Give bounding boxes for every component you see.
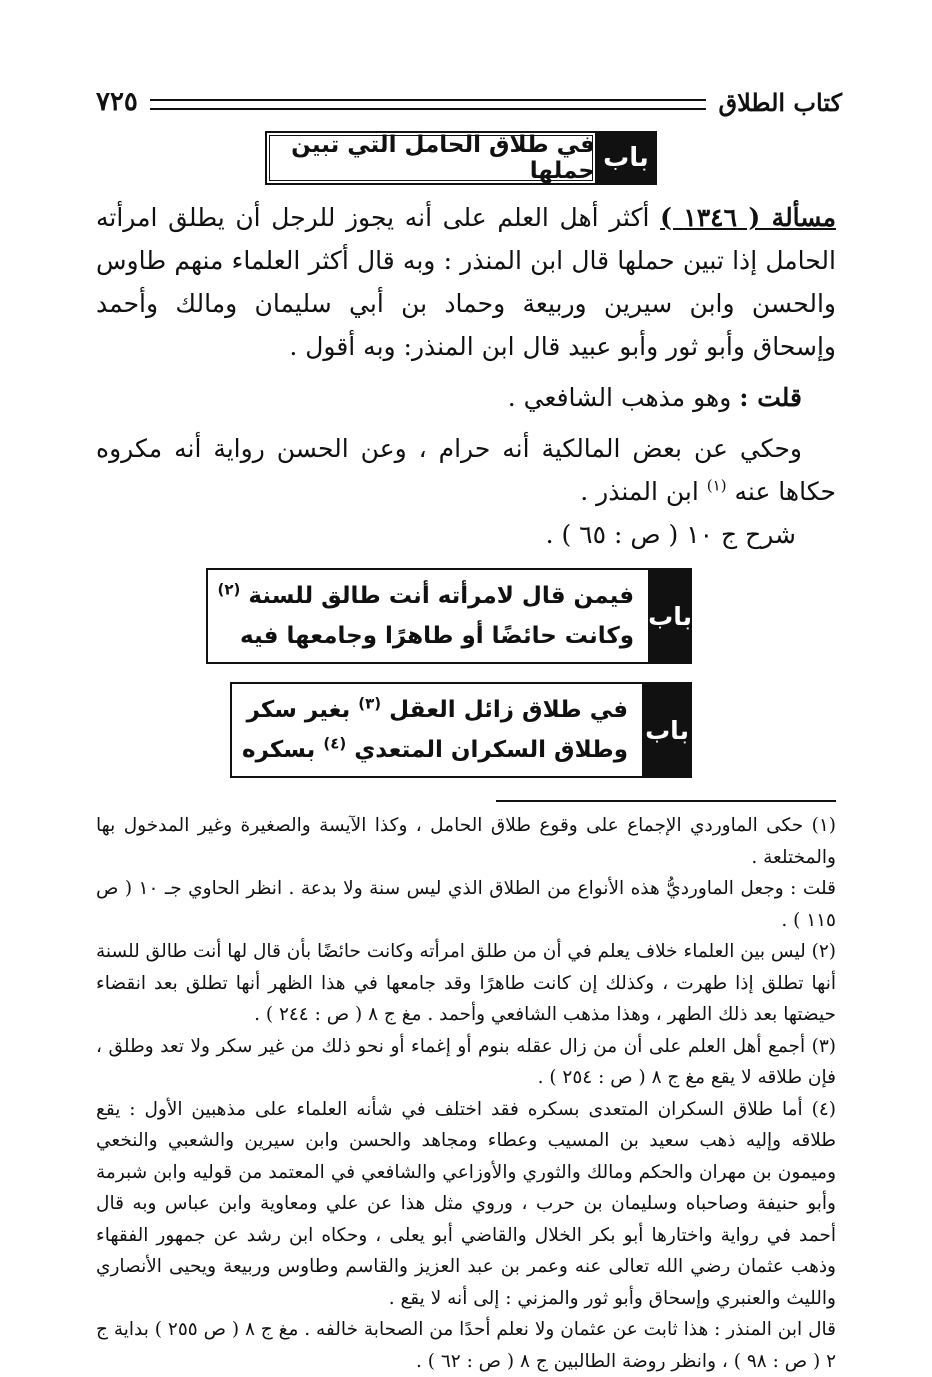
bab-label: باب	[595, 131, 657, 185]
running-header	[96, 84, 842, 120]
chapter-heading-2	[217, 568, 692, 664]
title-line-2: وكانت حائضًا أو طاهرًا وجامعها فيه	[240, 623, 635, 649]
title-line-2-a: وطلاق السكران المتعدي	[354, 737, 629, 763]
footnote: (٢) ليس بين العلماء خلاف يعلم في أن من طلق امرأته وكانت حائضًا بأن قال لها أنت طالق للسنة أنها تطلق إذا طهرت ، وكذلك إن كانت طاهرًا وقد جامعها في هذا الظهر أنها تطلق بعد انقضاء حيضتها بعد ذلك الطهر ، وهذا مذهب الشافعي وأحمد . مغ ج ٨ ( ص : ٢٤٤ ) .	[96, 941, 836, 1025]
title-line-2-b: بسكره	[242, 737, 316, 763]
masala-text: أكثر أهل العلم على أنه يجوز للرجل أن يطلق امرأته الحامل إذا تبين حملها قال ابن المنذر : وبه قال أكثر العلماء منهم طاوس والحسن وابن سيرين وربيعة وحماد بن أبي سليمان ومالك وأحمد وإسحاق وأبو ثور وأبو عبيد قال ابن المنذر: وبه أقول .	[96, 203, 836, 361]
title-line-2	[242, 730, 628, 770]
footnotes	[96, 810, 836, 1377]
footnote: (٣) أجمع أهل العلم على أن من زال عقله بنوم أو إغماء أو نحو ذلك من غير سكر ولا تعد وطلق ، فإن طلاقه لا يقع مغ ج ٨ ( ص : ٢٥٤ ) .	[96, 1035, 836, 1088]
title-line-1	[242, 690, 628, 730]
qult-paragraph	[96, 376, 836, 419]
header-rule	[150, 99, 707, 110]
title-line-1-b: بغير سكر	[246, 697, 351, 723]
title-line-1-a: في طلاق زائل العقل	[389, 697, 629, 723]
bab-label: باب	[642, 682, 692, 778]
masala-paragraph	[96, 196, 836, 368]
footnote-ref-3: (٣)	[358, 694, 382, 713]
footnote-divider	[496, 800, 836, 802]
footnote-ref-2: (٢)	[217, 580, 241, 599]
footnote: قال ابن المنذر : هذا ثابت عن عثمان ولا نعلم أحدًا من الصحابة خالفه . مغ ج ٨ ( ص ٢٥٥ ) بداية ج ٢ ( ص : ٩٨ ) ، وانظر روضة الطالبين ج ٨ ( ص : ٦٢ ) .	[96, 1319, 836, 1372]
book-title: كتاب الطلاق	[718, 87, 842, 117]
hukiya-text: وحكي عن بعض المالكية أنه حرام ، وعن الحسن رواية أنه مكروه حكاها عنه	[96, 434, 836, 506]
footnote-ref-1: (١)	[706, 476, 727, 495]
title-line-1	[218, 576, 635, 616]
main-text	[96, 196, 836, 556]
qult-text: وهو مذهب الشافعي .	[507, 383, 732, 412]
masala-label: مسألة ( ١٣٤٦ )	[660, 203, 836, 232]
chapter-heading-3	[230, 682, 692, 778]
footnote-ref-4: (٤)	[323, 734, 347, 753]
footnote: قلت : وجعل الماورديُّ هذه الأنواع من الطلاق الذي ليس سنة ولا بدعة . انظر الحاوي جـ ١٠ ( ص ١١٥ ) .	[96, 878, 836, 931]
hukiya-end: ابن المنذر .	[580, 477, 699, 506]
title-line-1-text: فيمن قال لامرأته أنت طالق للسنة	[248, 583, 635, 609]
source-reference: شرح ج ١٠ ( ص : ٦٥ ) .	[545, 520, 796, 549]
footnote: (١) حكى الماوردي الإجماع على وقوع طلاق الحامل ، وكذا الآيسة والصغيرة وغير المدخول بها والمختلعة .	[96, 815, 836, 868]
hukiya-paragraph	[96, 427, 836, 513]
chapter-title	[230, 682, 642, 778]
qult-label: قلت :	[739, 383, 802, 412]
footnote: (٤) أما طلاق السكران المتعدى بسكره فقد اختلف في شأنه العلماء على مذهبين الأول : يقع طلاقه وإليه ذهب سعيد بن المسيب وعطاء ومجاهد والحسن وابن سيرين والشعبي والنخعي وميمون بن مهران والحكم ومالك والثوري والأوزاعي والشافعي في المعتمد من قوليه وابن شبرمة وأبو حنيفة وصاحباه وسليمان بن حرب ، وروي مثل هذا عن علي ومعاوية وابن عباس وبه قال أحمد في رواية واختارها أبو بكر الخلال والقاضي أبو يعلى ، وحكاه ابن رشد عن جمهور الفقهاء وذهب عثمان رضي الله تعالى عنه وعمر بن عبد العزيز والقاسم وطاوس وربيعة ويحيى الأنصاري والليث والعنبري وإسحاق وأبو ثور والمزني : إلى أنه لا يقع .	[96, 1098, 836, 1309]
chapter-title	[206, 568, 649, 664]
chapter-heading-1	[265, 131, 657, 185]
page-number: ٧٢٥	[96, 87, 138, 117]
chapter-title: في طلاق الحامل التي تبين حملها	[265, 131, 595, 185]
bab-label: باب	[648, 568, 692, 664]
